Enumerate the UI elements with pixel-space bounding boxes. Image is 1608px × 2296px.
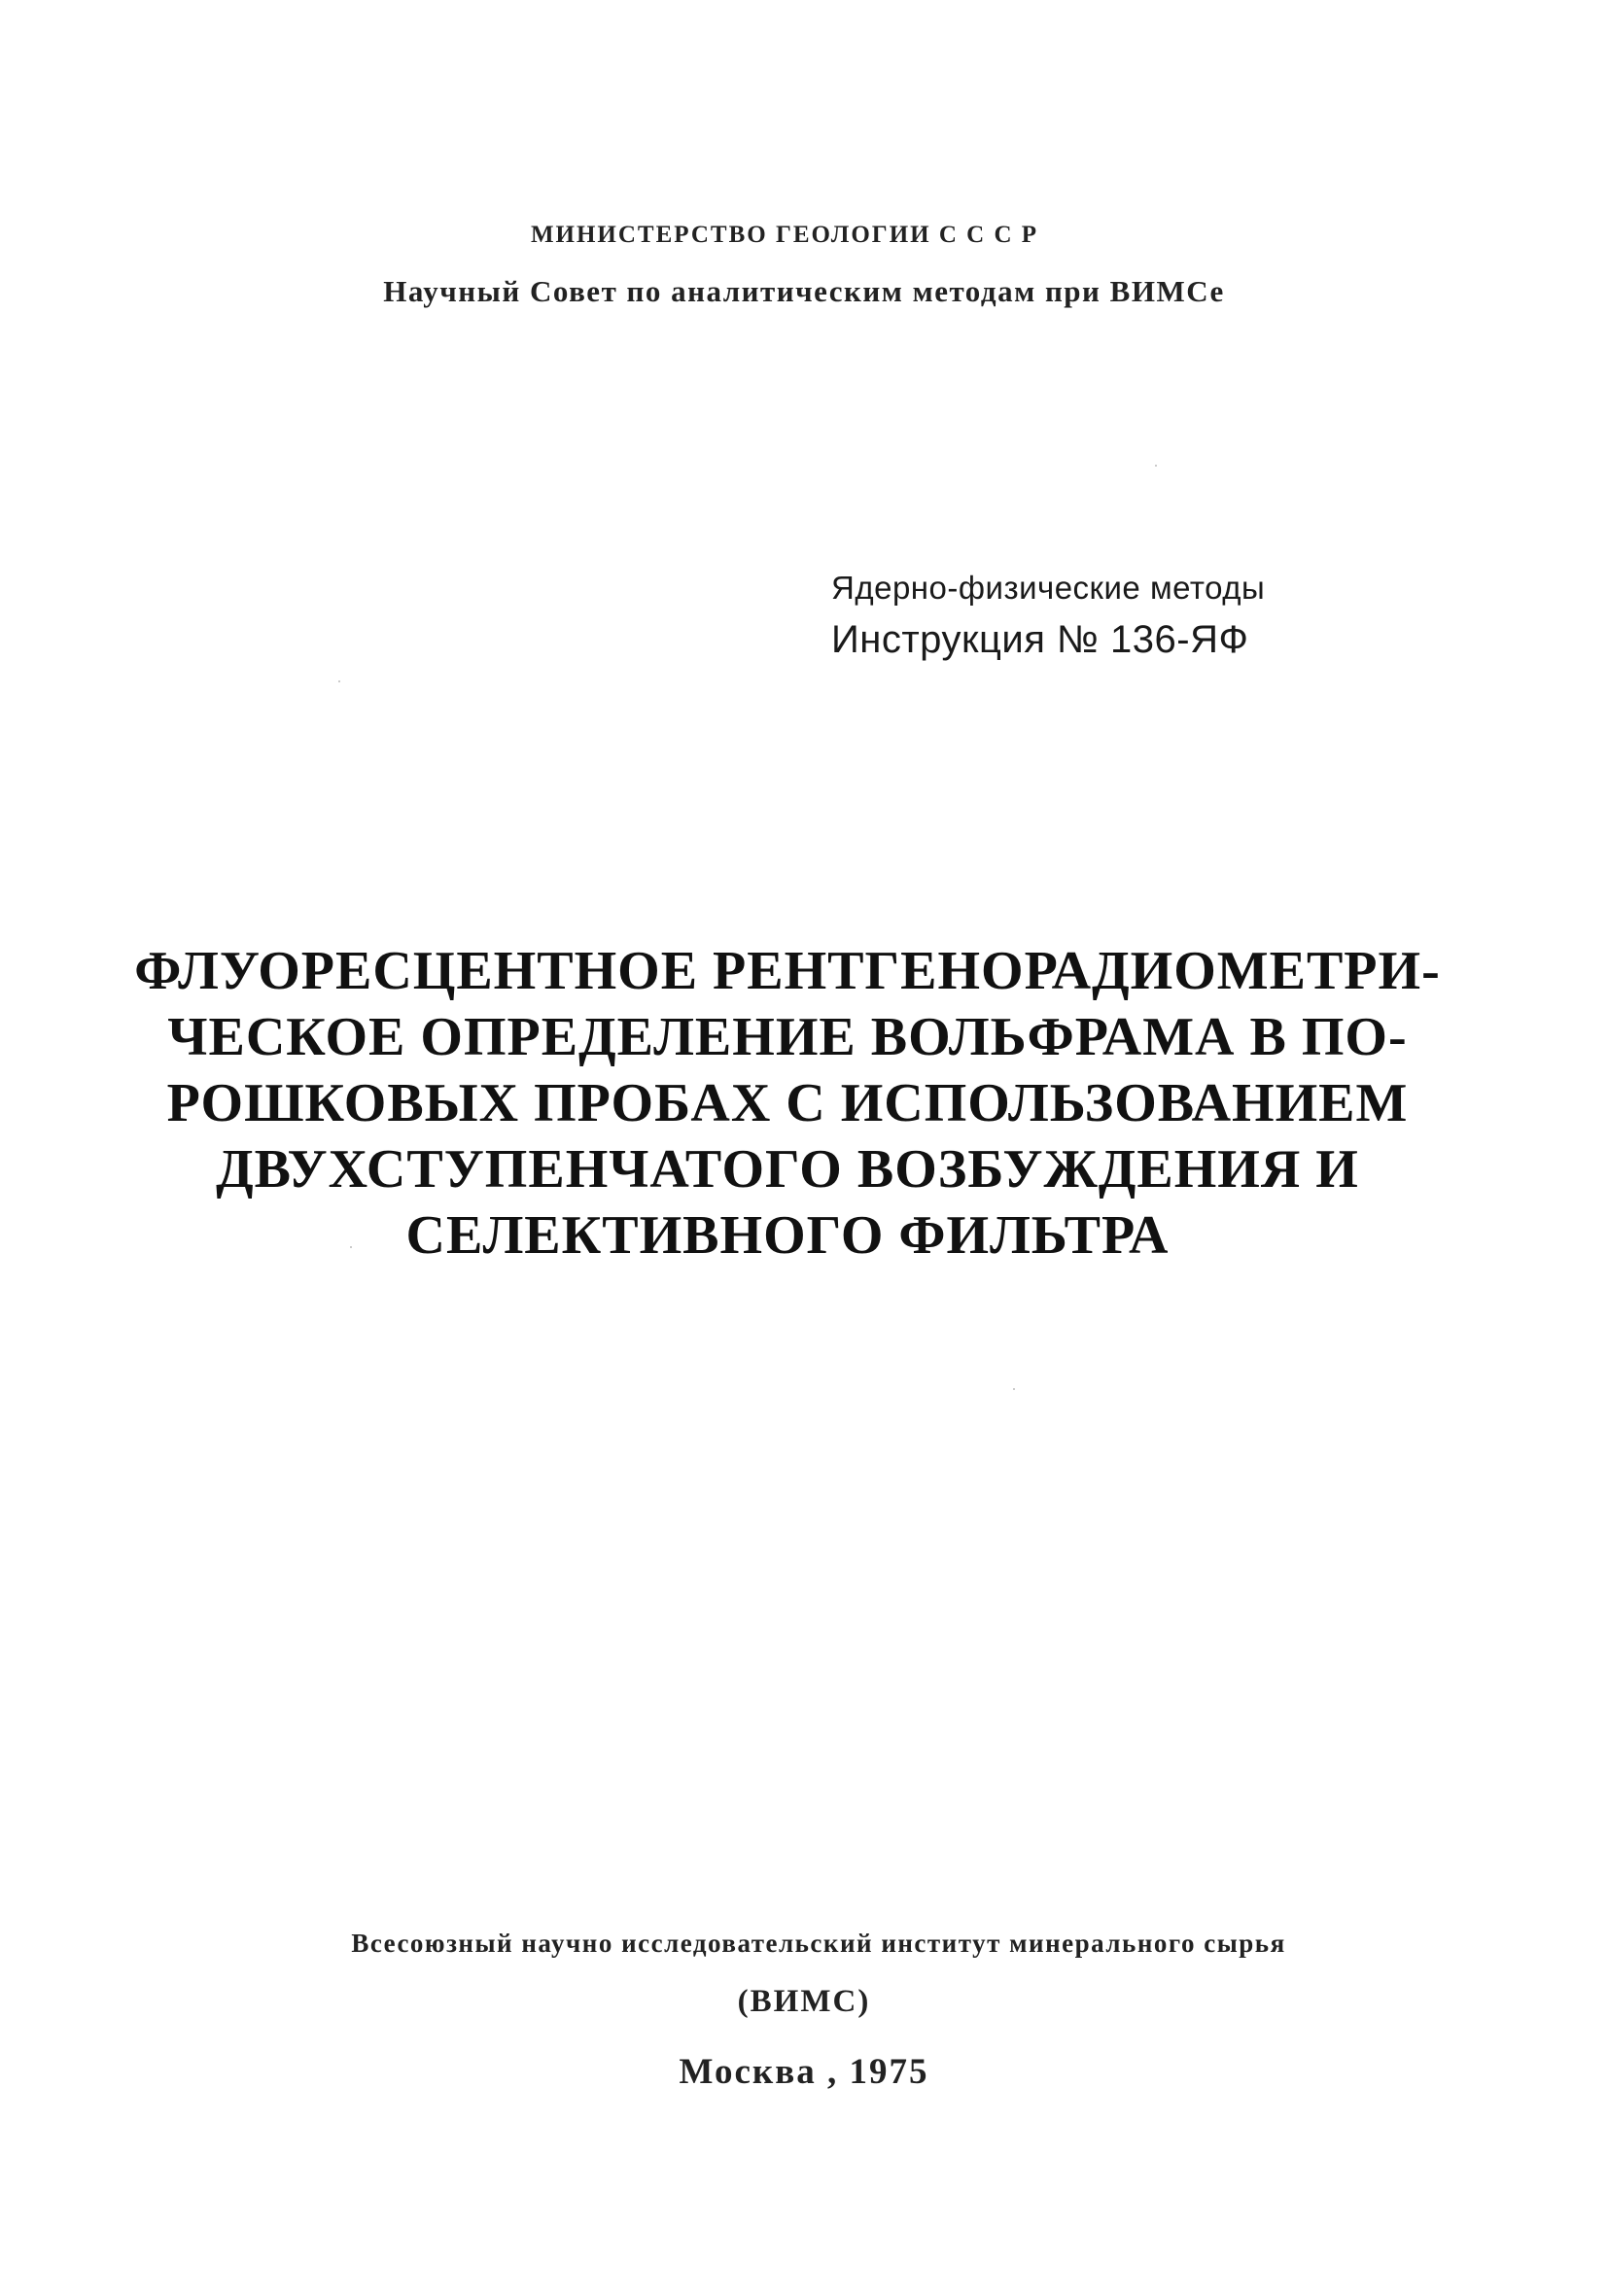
title-line: СЕЛЕКТИВНОГО ФИЛЬТРА bbox=[405, 1205, 1170, 1266]
scan-speck bbox=[1013, 1388, 1015, 1390]
series-category: Ядерно-физические методы bbox=[831, 570, 1266, 606]
publication-place-year: Москва , 1975 bbox=[679, 2052, 929, 2092]
scan-speck bbox=[338, 680, 340, 682]
council-name: Научный Совет по аналитическим методам при ВИМСе bbox=[383, 274, 1225, 308]
title-line: ДВУХСТУПЕНЧАТОГО ВОЗБУЖДЕНИЯ И bbox=[216, 1139, 1359, 1200]
title-line: РОШКОВЫХ ПРОБАХ С ИСПОЛЬЗОВАНИЕМ bbox=[166, 1073, 1409, 1133]
scan-speck bbox=[1155, 465, 1157, 467]
institute-abbreviation: (ВИМС) bbox=[737, 1984, 871, 2019]
document-footer bbox=[0, 1929, 1608, 2093]
document-header bbox=[0, 222, 1608, 309]
title-line: ФЛУОРЕСЦЕНТНОЕ РЕНТГЕНОРАДИОМЕТРИ- bbox=[134, 941, 1441, 1001]
instruction-number: Инструкция № 136-ЯФ bbox=[831, 618, 1249, 661]
scan-speck bbox=[350, 1246, 352, 1248]
title-line: ЧЕСКОЕ ОПРЕДЕЛЕНИЕ ВОЛЬФРАМА В ПО- bbox=[167, 1007, 1408, 1067]
ministry-name: МИНИСТЕРСТВО ГЕОЛОГИИ С С С Р bbox=[530, 222, 1039, 248]
series-info bbox=[831, 570, 1265, 662]
document-title bbox=[117, 938, 1458, 1269]
institute-name: Всесоюзный научно исследовательский институт минерального сырья bbox=[351, 1929, 1286, 1958]
